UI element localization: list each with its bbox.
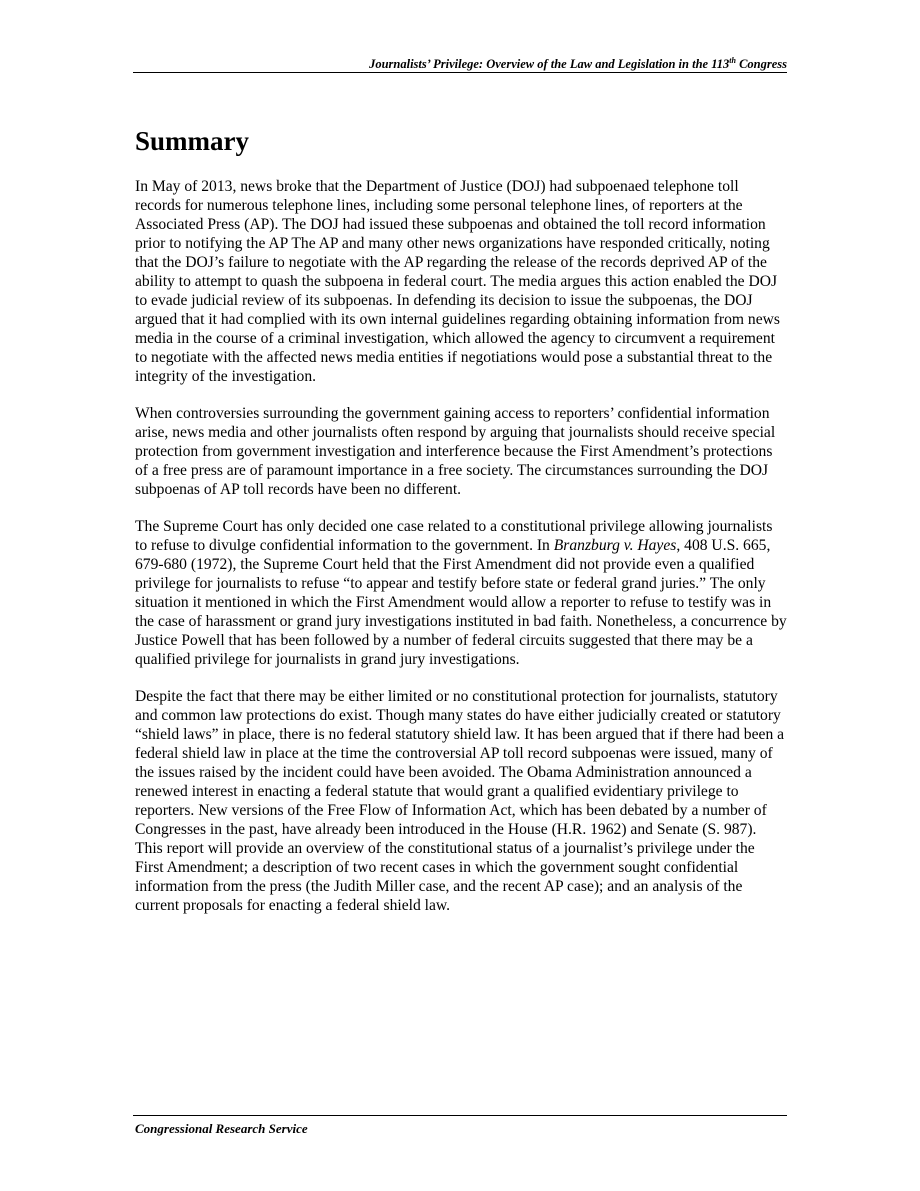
running-header-title: Journalists’ Privilege: Overview of the Law and Legislation in the 113	[369, 57, 730, 71]
paragraph-4: Despite the fact that there may be either limited or no constitutional protection for journalists, statutory and common law protections do exist. Though many states do have either judicially created or statutory “shield laws” in place, there is no federal statutory shield law. It has been argued that if there had been a federal shield law in place at the time the controversial AP toll record subpoenas were issued, many of the issues raised by the incident could have been avoided. The Obama Administration announced a renewed interest in enacting a federal statute that would grant a qualified evidentiary privilege to reporters. New versions of the Free Flow of Information Act, which has been debated by a number of Congresses in the past, have already been introduced in the House (H.R. 1962) and Senate (S. 987). This report will provide an overview of the constitutional status of a journalist’s privilege under the First Amendment; a description of two recent cases in which the government sought confidential information from the press (the Judith Miller case, and the recent AP case); and an analysis of the current proposals for enacting a federal shield law.	[135, 688, 785, 914]
footer-label: Congressional Research Service	[135, 1121, 308, 1136]
header-rule	[133, 72, 787, 73]
running-header	[133, 56, 787, 72]
page-title: Summary	[135, 126, 249, 156]
paragraph-1: In May of 2013, news broke that the Department of Justice (DOJ) had subpoenaed telephone toll records for numerous telephone lines, including some personal telephone lines, of reporters at the Associated Press (AP). The DOJ had issued these subpoenas and obtained the toll record information prior to notifying the AP The AP and many other news organizations have responded critically, noting that the DOJ’s failure to negotiate with the AP regarding the release of the records deprived AP of the ability to attempt to quash the subpoena in federal court. The media argues this action enabled the DOJ to evade judicial review of its subpoenas. In defending its decision to issue the subpoenas, the DOJ argued that it had complied with its own internal guidelines regarding obtaining information from news media in the course of a criminal investigation, which allowed the agency to circumvent a requirement to negotiate with the affected news media entities if negotiations would pose a substantial threat to the integrity of the investigation.	[135, 178, 780, 385]
case-citation: Branzburg v. Hayes	[553, 537, 677, 554]
footer-rule	[133, 1115, 787, 1116]
running-header-superscript: th	[729, 56, 736, 65]
paragraph-2: When controversies surrounding the government gaining access to reporters’ confidential information arise, news media and other journalists often respond by arguing that journalists should receive special protection from government investigation and interference because the First Amendment’s protections of a free press are of paramount importance in a free society. The circumstances surrounding the DOJ subpoenas of AP toll records have been no different.	[135, 405, 776, 498]
paragraph-3	[135, 517, 787, 669]
paragraph-3-text-end: , 408 U.S. 665, 679-680 (1972), the Supreme Court held that the First Amendment did not provide even a qualified privilege for journalists to refuse “to appear and testify before state or federal grand juries.” The only situation it mentioned in which the First Amendment would allow a reporter to refuse to testify was in the case of harassment or grand jury investigations instituted in bad faith. Nonetheless, a concurrence by Justice Powell that has been followed by a number of federal circuits suggested that there may be a qualified privilege for journalists in grand jury investigations.	[135, 537, 787, 668]
summary-body	[135, 177, 787, 933]
running-header-title-end: Congress	[735, 57, 787, 71]
paragraph-3-text-start: The Supreme Court has only decided one case related to a constitutional privilege allowing journalists to refuse to divulge confidential information to the government. In	[135, 518, 773, 554]
